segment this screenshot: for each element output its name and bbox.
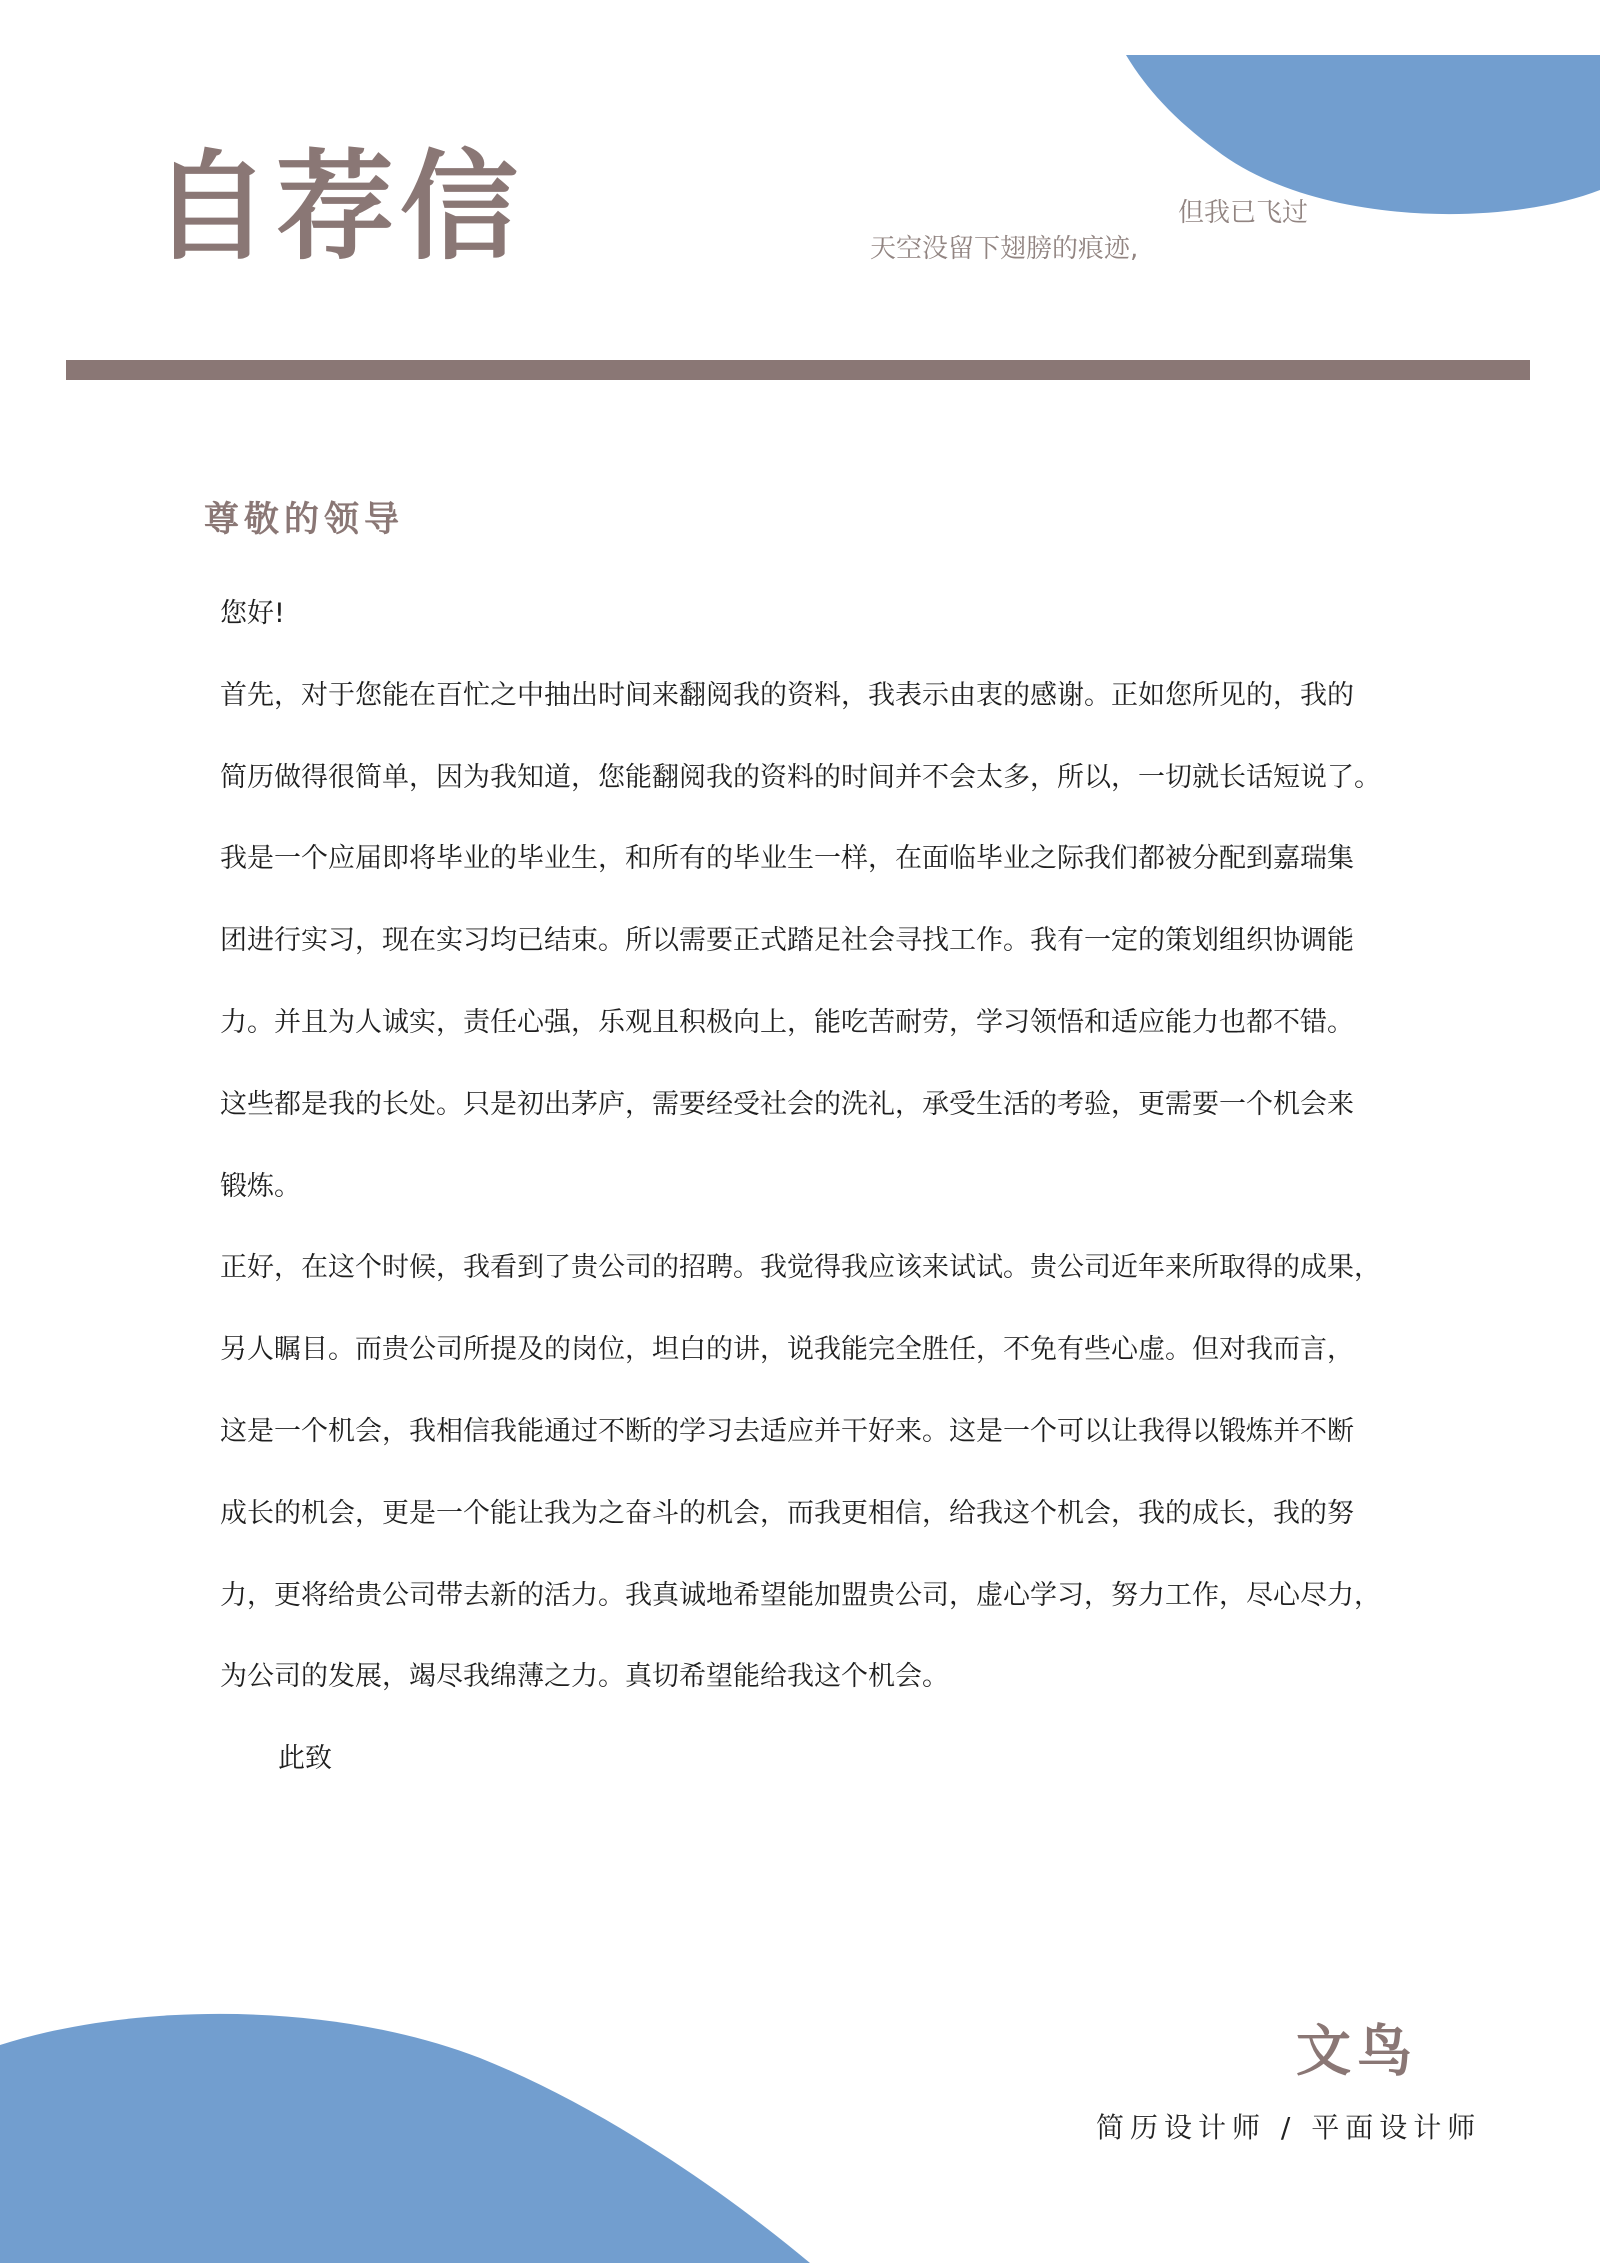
letter-line: 力，更将给贵公司带去新的活力。我真诚地希望能加盟贵公司，虚心学习，努力工作，尽心尽力， [220,1579,1381,1611]
letter-closing: 此致 [278,1743,332,1775]
motto-line-1: 但我已飞过 [1178,198,1309,228]
letter-line: 锻炼。 [220,1170,301,1202]
letter-line: 简历做得很简单，因为我知道，您能翻阅我的资料的时间并不会太多，所以，一切就长话短说了。 [220,761,1381,793]
letter-line: 我是一个应届即将毕业的毕业生，和所有的毕业生一样，在面临毕业之际我们都被分配到嘉瑞集 [220,843,1354,875]
letter-body [220,584,1435,1811]
signature-name: 文鸟 [1296,2019,1419,2083]
top-right-decor-shape [1126,55,1600,220]
motto-line-2: 天空没留下翅膀的痕迹, [870,234,1139,264]
page-title: 自荐信 [152,138,525,276]
letter-line: 您好! [220,598,285,629]
letter-line: 这是一个机会，我相信我能通过不断的学习去适应并干好来。这是一个可以让我得以锻炼并不断 [220,1415,1354,1447]
letter-line: 正好，在这个时候，我看到了贵公司的招聘。我觉得我应该来试试。贵公司近年来所取得的成果， [220,1252,1381,1284]
letter-line: 为公司的发展，竭尽我绵薄之力。真切希望能给我这个机会。 [220,1661,949,1693]
letter-line: 另人瞩目。而贵公司所提及的岗位，坦白的讲，说我能完全胜任，不免有些心虚。但对我而言， [220,1334,1354,1366]
letter-line: 首先，对于您能在百忙之中抽出时间来翻阅我的资料，我表示由衷的感谢。正如您所见的，我的 [220,679,1354,711]
letter-line: 团进行实习，现在实习均已结束。所以需要正式踏足社会寻找工作。我有一定的策划组织协调能 [220,925,1354,957]
salutation: 尊敬的领导 [204,500,405,540]
letter-line: 成长的机会，更是一个能让我为之奋斗的机会，而我更相信，给我这个机会，我的成长，我的努 [220,1497,1354,1529]
signature-role: 简历设计师 / 平面设计师 [1096,2111,1482,2144]
letter-line: 这些都是我的长处。只是初出茅庐，需要经受社会的洗礼，承受生活的考验，更需要一个机会来 [220,1088,1354,1120]
letter-line: 力。并且为人诚实，责任心强，乐观且积极向上，能吃苦耐劳，学习领悟和适应能力也都不错。 [220,1006,1354,1038]
bottom-left-decor-shape [0,2008,820,2263]
header-divider [66,360,1530,380]
